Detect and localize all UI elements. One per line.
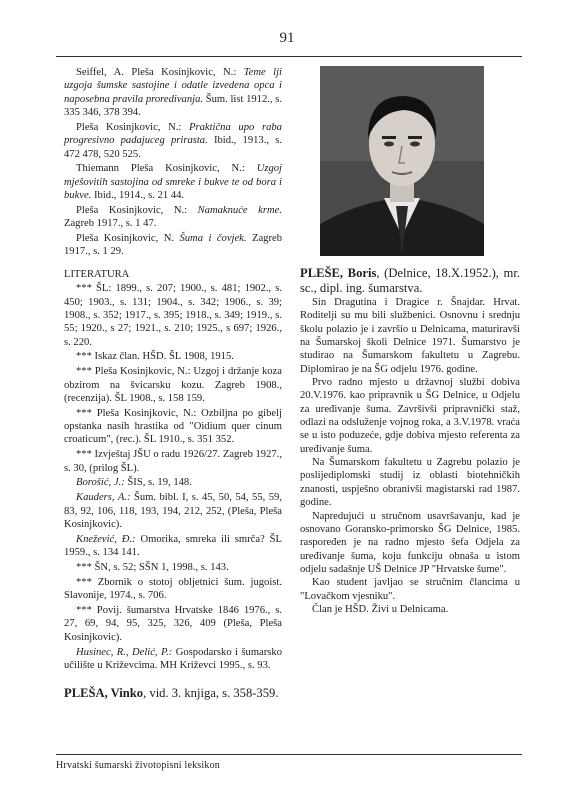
literature-citation-plain: *** Iskaz član. HŠD. ŠL 1908, 1915. — [76, 351, 234, 363]
literature-citation-italic: Knežević, Đ.: — [76, 533, 136, 545]
literature-citation — [64, 282, 282, 349]
left-column — [64, 66, 282, 701]
literature-citation-italic: Borošić, J.: — [76, 477, 125, 489]
literature-citation-plain: *** ŠL: 1899., s. 207; 1900., s. 481; 1902., s. 450; 1903., s. 131; 1904., s. 342; 1906., s. 39; 1908., s. 352; 1917., s. 395; 1918., s. 349; 1919., s. 55; 1920., s 27; 1921., s. 210; 1925., s 697; 1926., s. 220. — [64, 283, 282, 348]
work-citation-tail: Ibid., 1913., s. 472 478, 520 525. — [64, 135, 283, 160]
entry-name: PLEŠE, Boris — [300, 266, 377, 280]
footer-title: Hrvatski šumarski životopisni leksikon — [56, 760, 220, 771]
entry-vinko — [64, 686, 282, 701]
biography-paragraph: Član je HŠD. Živi u Delnicama. — [312, 603, 449, 615]
footer-rule — [56, 754, 522, 755]
entry-plese-boris — [300, 266, 520, 296]
literature-citation — [64, 448, 282, 475]
portrait-photo-graphic — [320, 66, 484, 256]
work-citation-tail: Zagreb 1917., s. 1 47. — [64, 218, 157, 230]
literature-citation — [64, 533, 282, 560]
header-rule — [56, 56, 522, 57]
literature-citation — [64, 407, 282, 447]
work-citation-italic: Praktična upo raba progresivno padajuceg prirasta. — [64, 121, 282, 147]
work-citation-italic: Teme lji uzgoja šumske sastojine i odatle izvedena opca i naposebna pravila proredivanja. — [64, 67, 282, 105]
literature-citation-plain: *** Pleša Kosinjkovic, N.: Ozbiljna po gibelj opstanka nasih hrastika od "Oidium quer cinum croaticum", (rec.). ŠL 1910., s. 351 352. — [64, 407, 282, 446]
literature-citation — [64, 646, 282, 673]
biography-paragraph: Na Šumarskom fakultetu u Zagrebu polazio je poslijediplomski studij iz oblasti biotehničkih znanosti, uspješno obranivši magistarski rad 1987. godine. — [300, 457, 520, 509]
literature-citation-plain: *** Pleša Kosinjkovic, N.: Uzgoj i držanje koza obzirom na švicarsku kozu. Zagreb 1908., (recenzija). ŠL 1908., s. 158 159. — [64, 366, 282, 404]
work-citation-plain: Pleša Kosinjkovic, N. — [76, 233, 180, 245]
portrait-photo — [320, 66, 484, 256]
work-citation — [64, 204, 282, 231]
entry-vinko-ref: , vid. 3. knjiga, s. 358-359. — [143, 686, 279, 701]
literatura-heading: LITERATURA — [64, 268, 130, 280]
literature-citation — [64, 476, 282, 489]
work-citation — [64, 162, 282, 202]
literature-citation-plain: *** ŠN, s. 52; SŠN 1, 1998., s. 143. — [76, 562, 229, 574]
literature-citation-italic: Husinec, R., Delić, P.: — [76, 646, 173, 658]
literature-citation-tail: Gospodarsko i šumarsko učilište u Križevcima. MH Križevci 1995., s. 93. — [64, 646, 283, 671]
literature-citation — [64, 491, 282, 531]
right-column — [300, 266, 520, 616]
page-number: 91 — [279, 30, 295, 46]
literature-citation-tail: ŠIS, s. 19, 148. — [124, 477, 192, 489]
literature-citation-tail: Omorika, smreka ili smrča? ŠL 1959., s. 134 141. — [64, 533, 282, 559]
literature-citation-plain: *** Zbornik o stotoj obljetnici šum. jugoist. Slavonije, 1974., s. 706. — [64, 576, 282, 602]
literature-citation — [64, 365, 282, 405]
work-citation-italic: Namaknuće krme. — [197, 204, 282, 216]
works-list — [64, 66, 282, 259]
literature-citation — [64, 576, 282, 603]
literature-citation — [64, 561, 282, 574]
entry-vinko-name: PLEŠA, Vinko — [64, 686, 144, 701]
literature-citation-plain: *** Izvještaj JŠU o radu 1926/27. Zagreb 1927., s. 30, (prilog ŠL). — [64, 449, 282, 474]
biography — [300, 296, 520, 616]
work-citation-plain: Seiffel, A. Pleša Kosinjkovic, N.: — [76, 67, 244, 78]
literature-citation — [64, 350, 282, 363]
literature-citation-tail: Šum. bibl. I, s. 45, 50, 54, 55, 59, 83, 92, 106, 118, 193, 194, 212, 252, (Pleša, Pleša Kosinjkovic). — [64, 492, 282, 530]
work-citation-tail: Ibid., 1914., s. 21 44. — [91, 190, 185, 202]
work-citation-plain: Thiemann Pleša Kosinjkovic, N.: — [76, 163, 257, 175]
work-citation-italic: Uzgoj mješovitih sastojina od smreke i bukve te od bora i bukve. — [64, 163, 282, 202]
literature-citation — [64, 604, 282, 644]
work-citation-tail: Šum. list 1912., s. 335 346, 378 394. — [64, 93, 282, 119]
literatura-list — [64, 282, 282, 672]
work-citation-plain: Pleša Kosinjkovic, N.: — [76, 204, 198, 216]
biography-paragraph: Napredujući u stručnom usavršavanju, kad je osnovano Goransko-primorsko ŠG Delnice, 1985. raspoređen je na radno mjesto šefa Odjela za uređivanje šuma, koju funkciju obnaša u istom odjelu sadašnje UŠ Delnice JP "Hrvatske šume". — [300, 510, 520, 575]
literature-citation-italic: Kauders, A.: — [76, 492, 131, 504]
work-citation-plain: Pleša Kosinjkovic, N.: — [76, 121, 189, 133]
entry-intro: , (Delnice, 18.X.1952.), mr. sc., dipl. ing. šumarstva. — [300, 266, 520, 295]
work-citation-italic: Šuma i čovjek. — [179, 233, 247, 245]
work-citation — [64, 121, 282, 161]
biography-paragraph: Sin Dragutina i Dragice r. Šnajdar. Hrvat. Roditelji su mu bili službenici. Osnovnu i srednju školu polazio je i završio u Delnicama, maturiravši na Šumarskoj školi Delnice 1971. Šumarstvo je studirao na Šumarskom fakultetu u Zagrebu. Diplomirao je na ŠG odjelu 1976. godine. — [300, 297, 520, 375]
biography-paragraph: Kao student javljao se stručnim člancima u "Lovačkom vjesniku". — [300, 577, 520, 602]
literature-citation-plain: *** Povij. šumarstva Hrvatske 1846 1976., s. 27, 69, 94, 95, 325, 326, 409 (Pleša, Pleša Kosinjkovic). — [64, 605, 282, 643]
work-citation — [64, 232, 282, 259]
biography-paragraph: Prvo radno mjesto u državnoj službi dobiva 20.V.1976. kao pripravnik u ŠG Delnice, u Odjelu za uređivanje šuma. Završivši pripravnički staž, odlazi na odsluženje vojnog roka, a 3.V.1978. vraća se u isto poduzeće, gdje dobiva mjesto referenta za uređivanje šuma. — [300, 377, 520, 455]
work-citation-tail: Zagreb 1917., s. 1 29. — [64, 233, 282, 258]
work-citation — [64, 66, 282, 119]
